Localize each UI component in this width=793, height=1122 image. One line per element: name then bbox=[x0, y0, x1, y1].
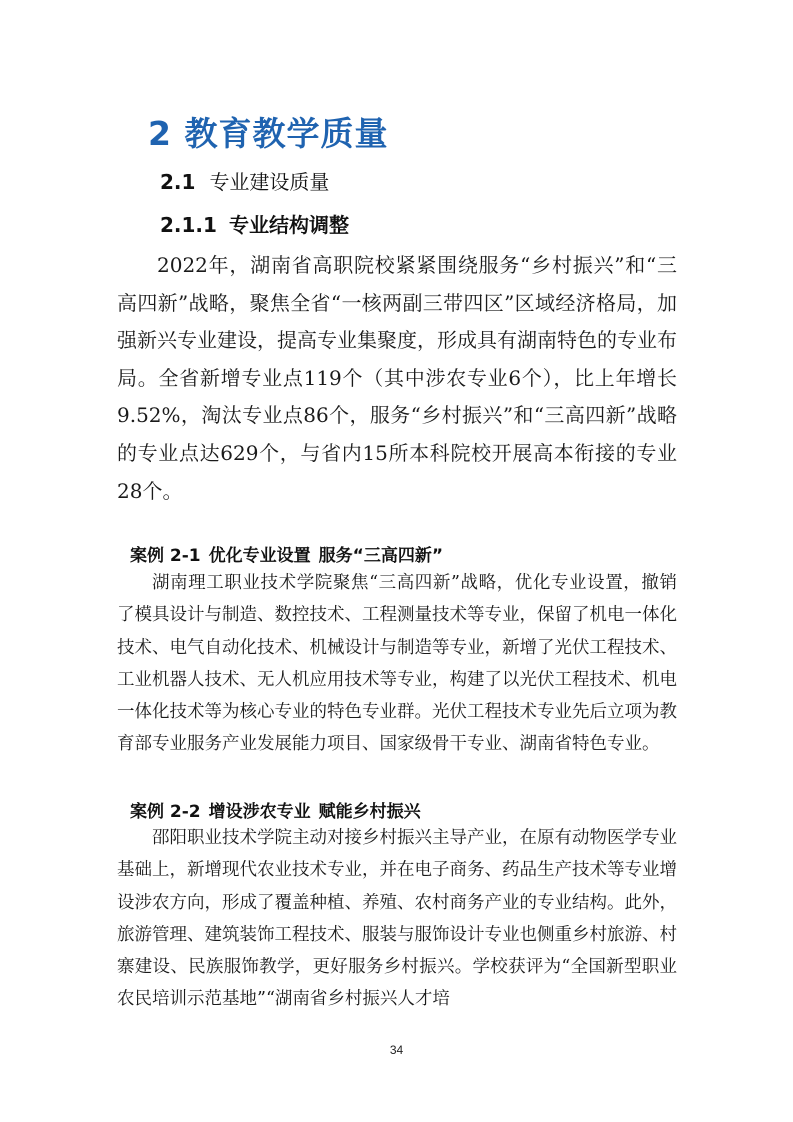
case-title bbox=[130, 797, 421, 822]
case-subtitle: 增设涉农专业 bbox=[208, 802, 311, 822]
case-label: 案例 2-1 bbox=[130, 546, 201, 566]
case-subtitle: 赋能乡村振兴 bbox=[318, 802, 421, 822]
case-text: 邵阳职业技术学院主动对接乡村振兴主导产业，在原有动物医学专业基础上，新增现代农业技术专业，并在电子商务、药品生产技术等专业增设涉农方向，形成了覆盖种植、养殖、农村商务产业的专业结构。此外，旅游管理、建筑装饰工程技术、服装与服饰设计专业也侧重乡村旅游、村寨建设、民族服饰教学，更好服务乡村振兴。学校获评为“全国新型职业农民培训示范基地”“湖南省乡村振兴人才培 bbox=[117, 828, 677, 1010]
subsection-number: 2.1.1 bbox=[160, 213, 217, 237]
subsection-title: 专业结构调整 bbox=[228, 213, 349, 237]
chapter-title: 2 教育教学质量 bbox=[148, 114, 389, 153]
case-title bbox=[130, 541, 443, 566]
section-number: 2.1 bbox=[160, 170, 196, 194]
section-heading bbox=[160, 166, 329, 195]
case-text: 湖南理工职业技术学院聚焦“三高四新”战略，优化专业设置，撤销了模具设计与制造、数控技术、工程测量技术等专业，保留了机电一体化技术、电气自动化技术、机械设计与制造等专业，新增了光伏工程技术、工业机器人技术、无人机应用技术等专业，构建了以光伏工程技术、机电一体化技术等为核心专业的特色专业群。光伏工程技术专业先后立项为教育部专业服务产业发展能力项目、国家级骨干专业、湖南省特色专业。 bbox=[117, 573, 677, 755]
body-paragraph: 2022年，湖南省高职院校紧紧围绕服务“乡村振兴”和“三高四新”战略，聚焦全省“一核两副三带四区”区域经济格局，加强新兴专业建设，提高专业集聚度，形成具有湖南特色的专业布局。全省新增专业点119个（其中涉农专业6个），比上年增长9.52%，淘汰专业点86个，服务“乡村振兴”和“三高四新”战略的专业点达629个，与省内15所本科院校开展高本衔接的专业28个。 bbox=[117, 253, 677, 503]
page-number: 34 bbox=[389, 1043, 404, 1057]
case-subtitle: 优化专业设置 bbox=[208, 546, 311, 566]
case-subtitle: 服务“三高四新” bbox=[318, 546, 443, 566]
case-label: 案例 2-2 bbox=[130, 802, 201, 822]
section-title: 专业建设质量 bbox=[209, 170, 330, 194]
subsection-heading bbox=[160, 209, 349, 238]
